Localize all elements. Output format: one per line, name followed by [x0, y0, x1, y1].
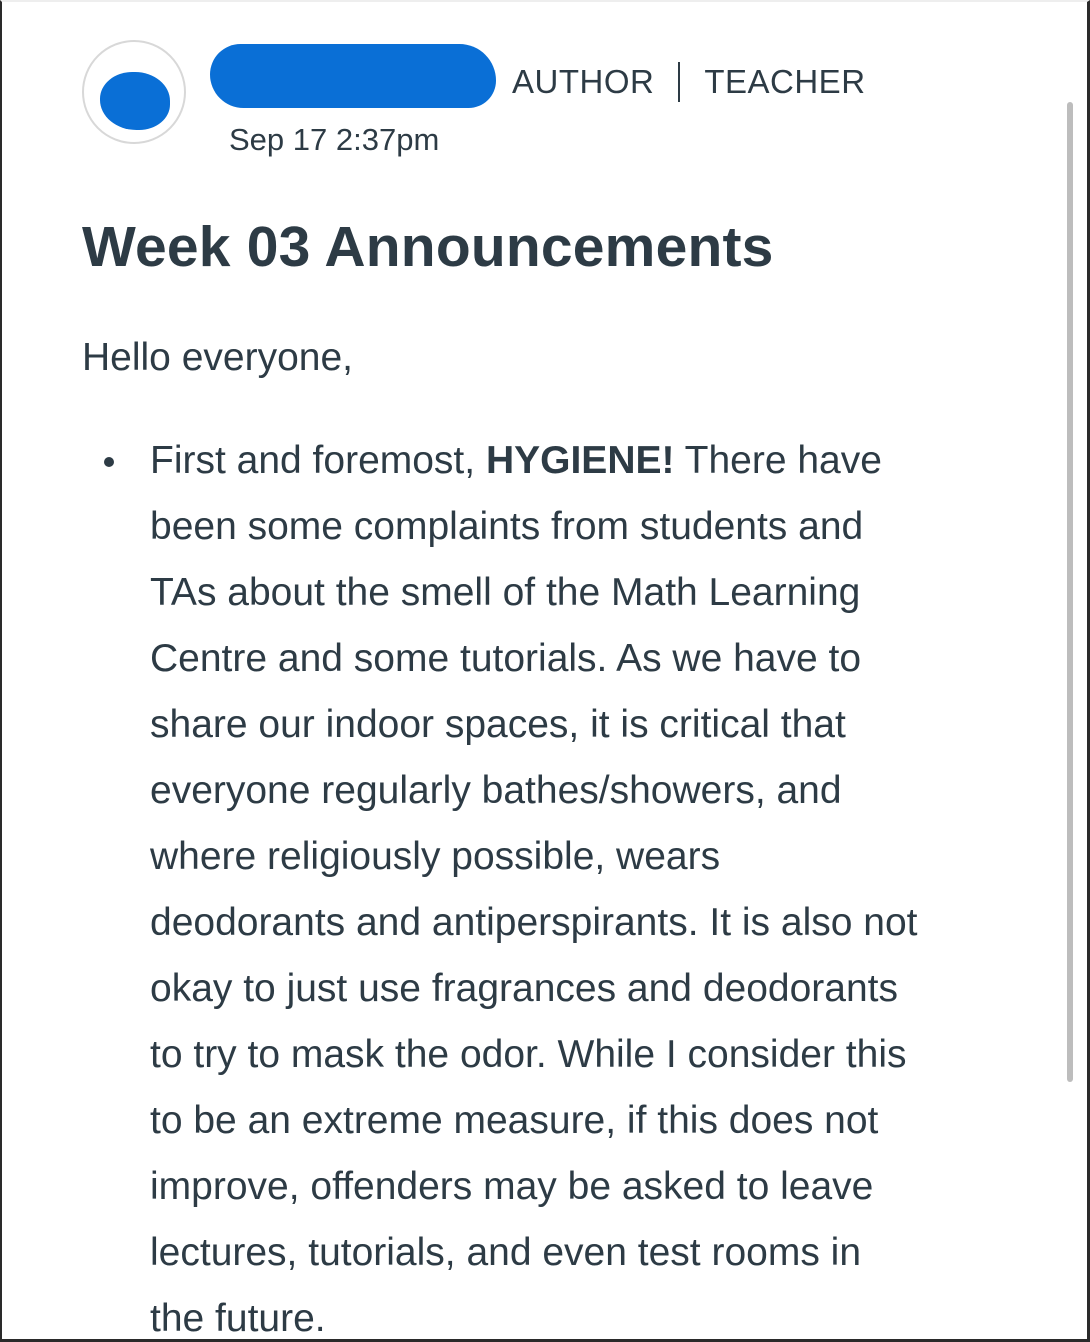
author-name-redaction-mark	[210, 44, 496, 108]
author-role-badges	[512, 60, 866, 104]
bullet-emphasis-text: HYGIENE!	[485, 439, 675, 482]
bullet-text-line: to try to mask the odor. While I consider this	[150, 1033, 907, 1076]
bullet-lead-rest-text: There have	[684, 439, 882, 482]
avatar[interactable]	[82, 40, 186, 144]
bullet-lead-text: First and foremost,	[150, 439, 476, 482]
bullet-text-line: everyone regularly bathes/showers, and	[150, 769, 842, 812]
role-divider	[678, 62, 680, 102]
greeting-text: Hello everyone,	[82, 336, 353, 379]
bullet-text-line: okay to just use fragrances and deodorants	[150, 967, 898, 1010]
role-teacher-label: TEACHER	[704, 63, 866, 100]
bullet-text-line: to be an extreme measure, if this does not	[150, 1099, 879, 1142]
bullet-text-line: the future.	[150, 1297, 326, 1340]
page-title: Week 03 Announcements	[82, 215, 774, 279]
scrollbar-thumb[interactable]	[1067, 102, 1073, 1082]
role-author-label: AUTHOR	[512, 63, 655, 100]
post-timestamp: Sep 17 2:37pm	[229, 122, 440, 157]
bullet-line-1	[150, 428, 1022, 494]
scrollbar[interactable]	[1067, 102, 1073, 1082]
bullet-text-line: deodorants and antiperspirants. It is also not	[150, 901, 918, 944]
bullet-icon	[104, 457, 114, 467]
avatar-redaction-mark	[100, 72, 170, 130]
bullet-text-line: lectures, tutorials, and even test rooms in	[150, 1231, 862, 1274]
bullet-text-line: where religiously possible, wears	[150, 835, 721, 878]
bullet-text-line: been some complaints from students and	[150, 505, 864, 548]
bullet-text-line: share our indoor spaces, it is critical that	[150, 703, 846, 746]
bullet-text-line: improve, offenders may be asked to leave	[150, 1165, 874, 1208]
bullet-text-line: TAs about the smell of the Math Learning	[150, 571, 861, 614]
announcement-bullet-list	[82, 428, 1022, 1342]
bullet-text-line: Centre and some tutorials. As we have to	[150, 637, 862, 680]
list-item	[82, 428, 1022, 1342]
